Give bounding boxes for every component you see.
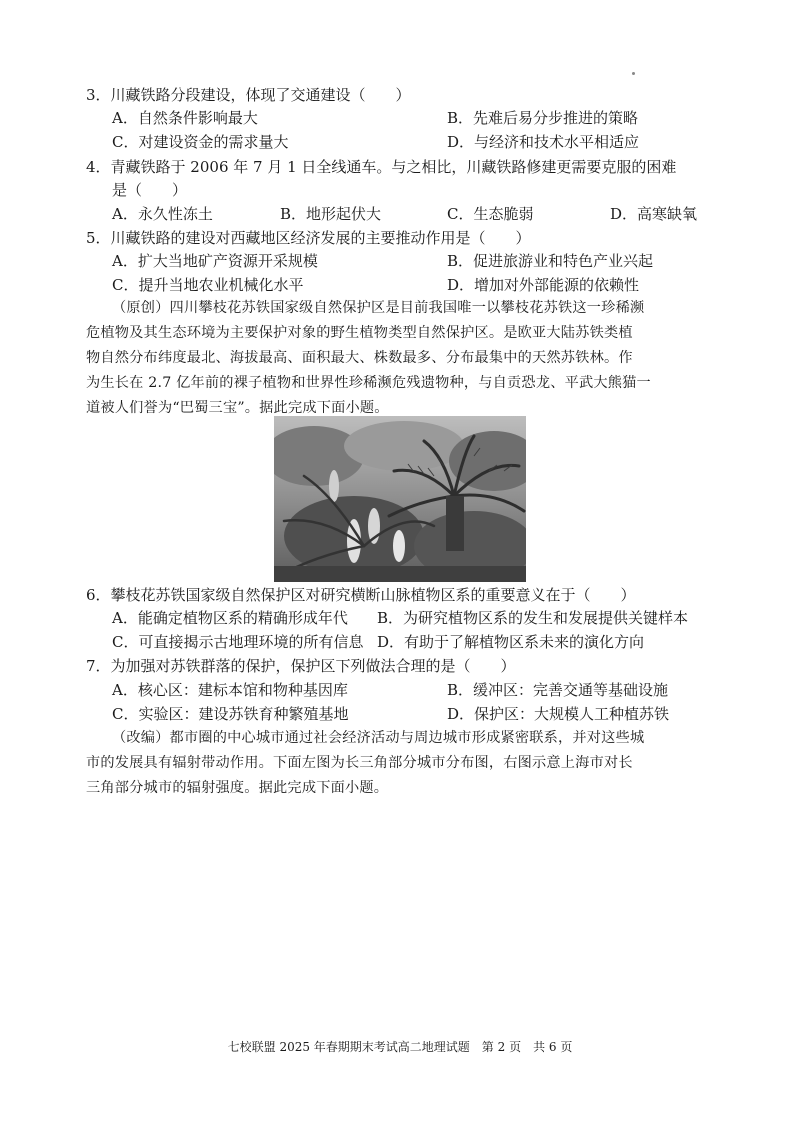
q4-option-b: B．地形起伏大 <box>280 205 382 223</box>
passage2-line: 市的发展具有辐射带动作用。下面左图为长三角部分城市分布图，右图示意上海市对长 <box>86 755 633 771</box>
q4-option-d: D．高寒缺氧 <box>610 205 698 223</box>
q6-option-c: C．可直接揭示古地理环境的所有信息 <box>112 633 364 651</box>
q6-option-a: A．能确定植物区系的精确形成年代 <box>112 609 348 627</box>
page-footer: 七校联盟 2025 年春期期末考试高二地理试题 第 2 页 共 6 页 <box>227 1040 573 1054</box>
q3-option-d: D．与经济和技术水平相适应 <box>447 133 640 151</box>
passage1-line: 道被人们誉为“巴蜀三宝”。据此完成下面小题。 <box>86 400 389 416</box>
q5-stem: 5．川藏铁路的建设对西藏地区经济发展的主要推动作用是（ ） <box>86 229 531 247</box>
q6-stem: 6．攀枝花苏铁国家级自然保护区对研究横断山脉植物区系的重要意义在于（ ） <box>86 586 636 604</box>
q3-option-a: A．自然条件影响最大 <box>112 109 258 127</box>
q3-option-b: B．先难后易分步推进的策略 <box>447 109 639 127</box>
q4-option-a: A．永久性冻土 <box>112 205 213 223</box>
q5-option-d: D．增加对外部能源的依赖性 <box>447 276 640 294</box>
q7-option-a: A．核心区：建标本馆和物种基因库 <box>112 681 348 699</box>
q7-option-d: D．保护区：大规模人工种植苏铁 <box>447 705 670 723</box>
passage1-line: 为生长在 2.7 亿年前的裸子植物和世界性珍稀濒危残遗物种，与自贡恐龙、平武大熊猫一 <box>86 375 651 391</box>
q6-option-b: B．为研究植物区系的发生和发展提供关键样本 <box>377 609 689 627</box>
q7-option-c: C．实验区：建设苏铁育种繁殖基地 <box>112 705 349 723</box>
q5-option-c: C．提升当地农业机械化水平 <box>112 276 304 294</box>
q5-option-a: A．扩大当地矿产资源开采规模 <box>112 252 318 270</box>
q5-option-b: B．促进旅游业和特色产业兴起 <box>447 252 654 270</box>
passage2-line: （改编）都市圈的中心城市通过社会经济活动与周边城市形成紧密联系，并对这些城 <box>112 730 645 746</box>
q6-option-d: D．有助于了解植物区系未来的演化方向 <box>377 633 645 651</box>
passage2-line: 三角部分城市的辐射强度。据此完成下面小题。 <box>86 780 389 796</box>
scan-speck <box>632 72 635 75</box>
q7-stem: 7．为加强对苏铁群落的保护，保护区下列做法合理的是（ ） <box>86 657 516 675</box>
q3-stem: 3．川藏铁路分段建设，体现了交通建设（ ） <box>86 86 411 104</box>
cycad-forest-photo <box>274 416 526 582</box>
q4-option-c: C．生态脆弱 <box>447 205 534 223</box>
passage1-line: （原创）四川攀枝花苏铁国家级自然保护区是目前我国唯一以攀枝花苏铁这一珍稀濒 <box>112 300 645 316</box>
passage1-line: 物自然分布纬度最北、海拔最高、面积最大、株数最多、分布最集中的天然苏铁林。作 <box>86 350 633 366</box>
q7-option-b: B．缓冲区：完善交通等基础设施 <box>447 681 669 699</box>
q3-option-c: C．对建设资金的需求量大 <box>112 133 289 151</box>
passage1-line: 危植物及其生态环境为主要保护对象的野生植物类型自然保护区。是欧亚大陆苏铁类植 <box>86 325 633 341</box>
q4-stem-line1: 4．青藏铁路于 2006 年 7 月 1 日全线通车。与之相比，川藏铁路修建更需要克服的困难 <box>86 158 677 176</box>
q4-stem-line2: 是（ ） <box>112 181 188 199</box>
